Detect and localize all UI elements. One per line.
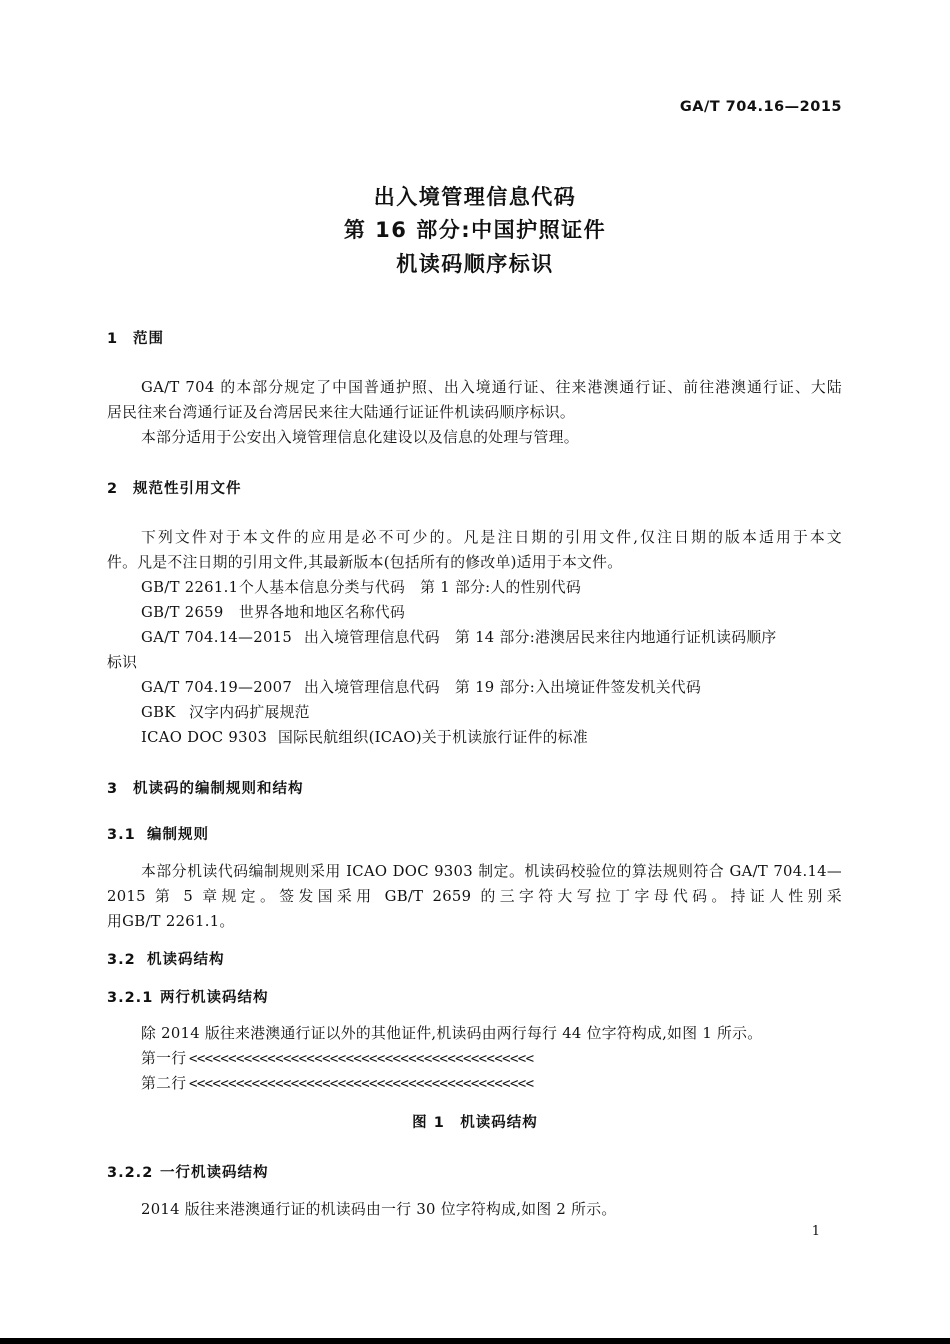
reference-item	[141, 576, 842, 597]
section-title: 机读码的编制规则和结构	[133, 781, 304, 797]
mrz-row-characters: <<<<<<<<<<<<<<<<<<<<<<<<<<<<<<<<<<<<<<<<<<<<	[189, 1051, 534, 1067]
reference-item	[141, 601, 842, 622]
reference-title: 个人基本信息分类与代码 第 1 部分:人的性别代码	[239, 579, 582, 596]
paragraph-line: GA/T 704 的本部分规定了中国普通护照、出入境通行证、往来港澳通行证、前往港澳通行证、大陆	[141, 379, 842, 396]
reference-item	[141, 676, 842, 697]
section-title: 机读码结构	[147, 952, 225, 968]
mrz-row-2	[141, 1072, 842, 1093]
paragraph-line: 用GB/T 2261.1。	[107, 913, 235, 930]
page-number: 1	[811, 1224, 820, 1239]
section-2-heading	[107, 477, 242, 498]
reference-code: GA/T 704.14—2015	[141, 629, 293, 646]
reference-title-continued: 标识	[107, 654, 138, 671]
reference-code: GBK	[141, 704, 176, 721]
paragraph-line: 本部分适用于公安出入境管理信息化建设以及信息的处理与管理。	[141, 429, 579, 446]
section-1-heading	[107, 327, 164, 348]
paragraph-line: 件。凡是不注日期的引用文件,其最新版本(包括所有的修改单)适用于本文件。	[107, 554, 623, 571]
reference-code: ICAO DOC 9303	[141, 729, 268, 746]
reference-title: 国际民航组织(ICAO)关于机读旅行证件的标准	[278, 729, 588, 746]
mrz-row-label: 第一行	[141, 1050, 187, 1067]
section-number: 3.2	[107, 952, 136, 968]
mrz-row-1	[141, 1047, 842, 1068]
reference-title: 出入境管理信息代码 第 14 部分:港澳居民来往内地通行证机读码顺序	[304, 629, 777, 646]
section-3-1-heading	[107, 823, 209, 844]
title-line-3: 机读码顺序标识	[396, 252, 554, 276]
section-title: 规范性引用文件	[133, 481, 242, 497]
section-number: 3.1	[107, 827, 136, 843]
reference-code: GB/T 2261.1	[141, 579, 239, 596]
paragraph-line: 2014 版往来港澳通行证的机读码由一行 30 位字符构成,如图 2 所示。	[141, 1201, 617, 1218]
section-number: 2	[107, 481, 119, 497]
section-3-2-heading	[107, 948, 225, 969]
reference-title: 出入境管理信息代码 第 19 部分:入出境证件签发机关代码	[304, 679, 702, 696]
bottom-border	[0, 1338, 950, 1344]
section-title: 两行机读码结构	[160, 990, 269, 1006]
figure-caption: 图 1 机读码结构	[412, 1115, 538, 1131]
section-number: 3.2.2	[107, 1165, 154, 1181]
section-title: 编制规则	[147, 827, 209, 843]
reference-title: 汉字内码扩展规范	[189, 704, 310, 721]
paragraph-line: 居民往来台湾通行证及台湾居民来往大陆通行证证件机读码顺序标识。	[107, 404, 576, 421]
mrz-row-label: 第二行	[141, 1075, 187, 1092]
section-3-2-1-heading	[107, 986, 269, 1007]
title-line-2: 第 16 部分:中国护照证件	[343, 218, 607, 242]
title-line-1: 出入境管理信息代码	[373, 185, 577, 209]
paragraph-line: 除 2014 版往来港澳通行证以外的其他证件,机读码由两行每行 44 位字符构成,如图 1 所示。	[141, 1025, 763, 1042]
mrz-row-characters: <<<<<<<<<<<<<<<<<<<<<<<<<<<<<<<<<<<<<<<<<<<<	[189, 1076, 534, 1092]
section-3-2-2-heading	[107, 1161, 269, 1182]
paragraph-line: 本部分机读代码编制规则采用 ICAO DOC 9303 制定。机读码校验位的算法规则符合 GA/T 704.14—	[141, 863, 842, 880]
reference-item	[141, 701, 842, 722]
reference-code: GB/T 2659	[141, 604, 224, 621]
reference-code: GA/T 704.19—2007	[141, 679, 293, 696]
document-code: GA/T 704.16—2015	[679, 99, 842, 115]
section-title: 一行机读码结构	[160, 1165, 269, 1181]
section-number: 1	[107, 331, 119, 347]
reference-title: 世界各地和地区名称代码	[239, 604, 406, 621]
section-title: 范围	[133, 331, 164, 347]
section-number: 3	[107, 781, 119, 797]
reference-item	[141, 726, 842, 747]
paragraph-line: 2015 第 5 章规定。签发国采用 GB/T 2659 的三字符大写拉丁字母代码。持证人性别采	[107, 888, 842, 905]
reference-item	[141, 626, 842, 647]
paragraph-line: 下列文件对于本文件的应用是必不可少的。凡是注日期的引用文件,仅注日期的版本适用于本文	[141, 529, 842, 546]
section-number: 3.2.1	[107, 990, 154, 1006]
section-3-heading	[107, 777, 304, 798]
